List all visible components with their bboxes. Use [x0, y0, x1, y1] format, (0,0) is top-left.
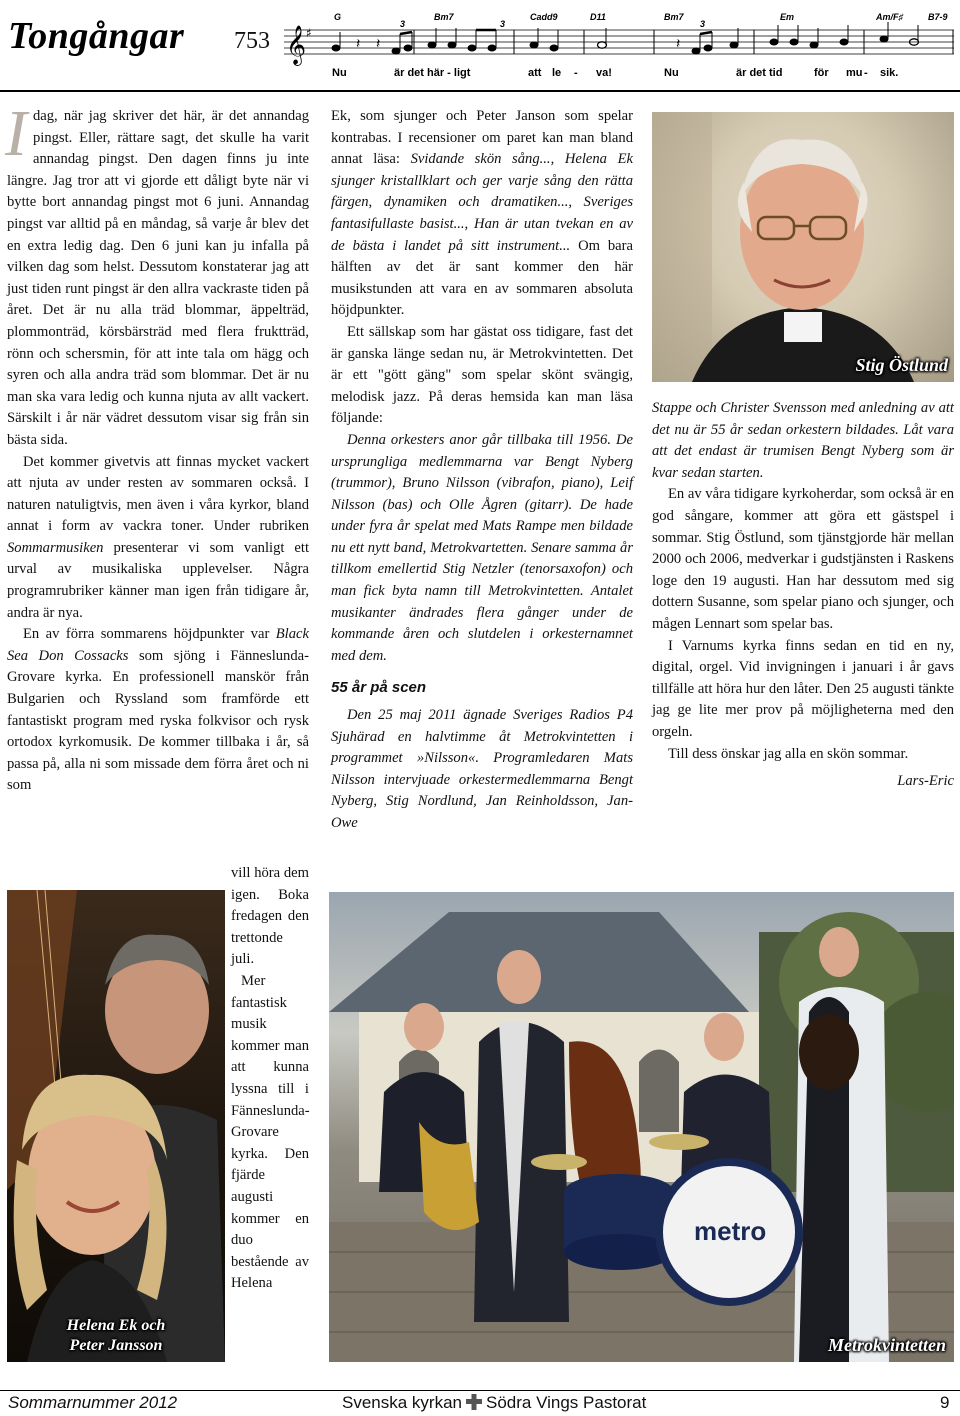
hymn-number: 753: [234, 28, 270, 54]
photo-caption: Stig Östlund: [855, 355, 948, 375]
lyric-syllable: för: [814, 67, 829, 79]
chord-symbol: Am/F♯: [876, 12, 903, 22]
article-paragraph: Idag, när jag skriver det här, är det annandag pingst. Eller, rättare sagt, det skulle ha varit annandag pingst. Den dagen finns ju inte längre. Jag tror att vi gjorde ett dåligt byte när vi bytte bort annandag pingst mot 6 juni. Annandag pingst var alltid på en måndag, så varje år blev det en extra ledig dag. Den 6 juni kan ju infalla på vilken dag som helst. Dessutom konstaterar jag att just tiden runt pingst är den allra vackraste tiden på året. Det är nu alla träd blommar, äppelträd, plommonträd, körsbärsträd med flera fruktträd, rönn och schersmin, för att inte tala om hägg och syren och alla andra träd som blommar. Det är nu man ska vara ledig och kunna njuta av allt vackert. Särskilt i år när vädret dessutom visar sig från sin bästa sida.: [5, 97, 309, 448]
lyric-syllable: -: [574, 67, 578, 79]
music-staff: [284, 10, 954, 86]
lyric-syllable: va!: [596, 67, 612, 79]
drum-logo-text: metro: [694, 1216, 767, 1246]
chord-symbol: 3: [500, 19, 506, 29]
page-number: 9: [940, 1393, 950, 1412]
header-divider: [0, 90, 960, 92]
issue-name: Sommarnummer 2012: [8, 1393, 178, 1412]
article-column-2: [331, 106, 633, 835]
magazine-section-title: Tongångar: [8, 15, 185, 57]
article-paragraph: Stappe och Christer Svensson med anledning av att det nu är 55 år sedan orkestern bildades. Låt vara att det endast är trumisen Bengt Nyberg som är kvar sedan starten.: [652, 400, 954, 481]
lyric-syllable: är det här - ligt: [394, 67, 471, 79]
article-paragraph: Ett sällskap som har gästat oss tidigare, fast det är ganska länge sedan nu, är Metrokvintetten. Det är ett "gött gäng" som spelar skönt svängig, melodisk jazz. På deras hemsida kan man läsa följande:: [331, 323, 633, 427]
chord-symbol: Bm7: [664, 12, 684, 22]
lyric-syllable: mu: [846, 67, 863, 79]
section-heading: 55 år på scen: [331, 679, 427, 697]
chord-symbol: D11: [590, 12, 606, 22]
svg-text:𝄽: 𝄽: [356, 37, 361, 52]
sharp-icon: ♯: [306, 26, 312, 40]
lyric-syllable: att: [528, 67, 542, 79]
portrait-photo-stig-ostlund: [652, 112, 954, 382]
svg-text:𝄽: 𝄽: [676, 37, 681, 52]
lyric-syllable: sik.: [880, 67, 899, 79]
photo-caption: Helena Ek och Peter Jansson: [66, 1317, 166, 1354]
lyric-syllable: le: [552, 67, 562, 79]
signature: Lars-Eric: [897, 773, 954, 790]
article-paragraph: Ek, som sjunger och Peter Janson som spelar kontrabas. I recensioner om paret kan man bland annat läsa: Svidande skön sång..., Helena Ek sjunger kristallklart och ger varje sång den rätta färgen, dynamiken och dramatiken..., Sveriges fantasifullaste basist..., Han är utan tvekan en av de bästa i landet på sitt instrument... Om bara hälften av det är sant kommer den här musikstunden att vara en av sommaren absoluta höjdpunkter.: [331, 108, 633, 319]
treble-clef-icon: 𝄞: [286, 25, 307, 65]
svg-text:𝄽: 𝄽: [376, 37, 381, 52]
drop-cap: I: [5, 97, 27, 170]
footer-divider: [0, 1390, 960, 1391]
article-paragraph: En av förra sommarens höjdpunkter var Black Sea Don Cossacks som sjöng i Fänneslunda-Grovare kyrka. En professionell manskör från Bulgarien och Ryssland som framförde ett fantastiskt program med ryska folkvisor och rysk ortodox kyrkomusik. De kommer tillbaka i år, så passa på, alla ni som missade dem förra året och ni som: [7, 626, 309, 794]
lyric-syllable: Nu: [664, 67, 679, 79]
staff-lines: [284, 30, 954, 54]
quoted-paragraph: Denna orkesters anor går tillbaka till 1956. De ursprungliga medlemmarna var Bengt Nyberg (trummor), Bruno Nilsson (vibrafon, piano), Leif Nilsson (bas) och Olle Ågren (gitarr). De hade under fyra år spelat med Mats Rampe men bildade nu ett nytt band, Metrokvartetten. Senare samma år tillkom emellertid Stig Netzler (tenorsaxofon) och man fick byta namn till Metrokvintetten. Antalet musikanter ändrades flera gånger under de kommande åren och slutdelen i orkesternamnet med dem.: [331, 431, 633, 664]
article-column-3: [652, 398, 954, 793]
article-column-1-continuation: vill höra dem igen. Boka fredagen den trettonde juli. Mer fantastisk musik kommer man att kunna lyssna till i Fänneslunda-Grovare kyrka. Den fjärde augusti kommer en duo bestående av Helena: [231, 865, 310, 1292]
chord-symbol: G: [334, 12, 342, 22]
lyric-syllable: -: [864, 67, 868, 79]
chord-symbol: Bm7: [434, 12, 454, 22]
chord-symbol: 3: [700, 19, 706, 29]
chord-symbol: Cadd9: [530, 12, 558, 22]
article-paragraph: En av våra tidigare kyrkoherdar, som också är en god sångare, kommer att göra ett gästspel i sommar. Stig Östlund, som tjänstgjorde här mellan 2000 och 2006, medverkar i gudstjänsten i Raskens loge den 19 augusti. Han har dessutom med sig dottern Susanne, som spelar piano och sjunger, och mågen Lennart som spelar bas.: [652, 486, 954, 632]
notes: [332, 22, 919, 54]
article-paragraph: Den 25 maj 2011 ägnade Sveriges Radios P4 Sjuhärad en halvtimme åt Metrokvintetten i programmet »Nilsson«. Programledaren Mats Nilsson intervjuade orkestermedlemmarna Bengt Nyberg, Stig Nordlund, Jan Reinholdsson, Jan-Owe: [331, 707, 633, 831]
lyric-syllable: är det tid: [736, 67, 783, 79]
photo-caption: Metrokvintetten: [828, 1335, 946, 1355]
article-paragraph: Till dess önskar jag alla en skön sommar.: [668, 745, 909, 762]
chord-symbol: Em: [780, 12, 795, 22]
chord-symbol: B7-9: [928, 12, 948, 22]
article-paragraph: I Varnums kyrka finns sedan en tid en ny, digital, orgel. Vid invigningen i januari i år gavs tillfälle att höra hur den låter. Den 25 augusti tänkte jag ge lite mer prov på möjligheterna med den orgeln.: [652, 637, 954, 740]
photo-helena-ek-peter-jansson: [7, 890, 225, 1362]
lyric-syllable: Nu: [332, 67, 347, 79]
church-cross-icon: [465, 1393, 483, 1416]
publisher: Svenska kyrkan Södra Vings Pastorat: [342, 1393, 646, 1416]
photo-metrokvintetten: [329, 892, 954, 1362]
article-column-1: [5, 97, 309, 797]
article-paragraph: Det kommer givetvis att finnas mycket vackert att njuta av under resten av sommaren också. I naturen natuligtvis, men även i våra kyrkor, bland annat i form av vackra toner. Under rubriken Sommarmusiken presenterar vi som vanligt ett urval av musikaliska upplevelser. Några programrubriker känner man igen från tidigare år, andra är nya.: [7, 453, 309, 621]
chord-symbol: 3: [400, 19, 406, 29]
